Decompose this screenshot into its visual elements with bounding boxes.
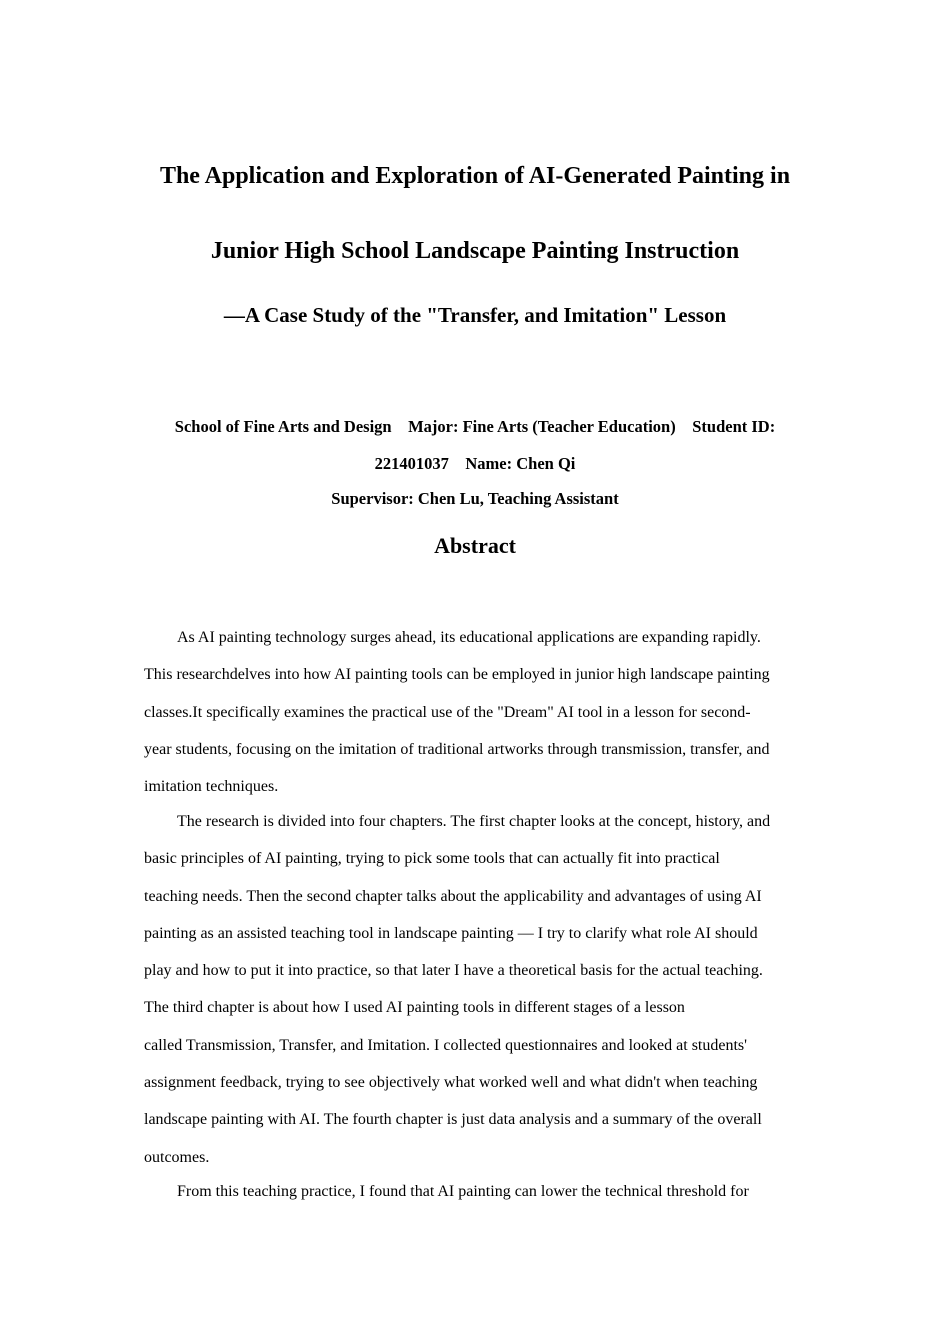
supervisor-line: Supervisor: Chen Lu, Teaching Assistant (331, 489, 619, 508)
text-line: called Transmission, Transfer, and Imitation. I collected questionnaires and looked at students' (144, 1036, 748, 1054)
text-line: landscape painting with AI. The fourth chapter is just data analysis and a summary of the overall (144, 1111, 762, 1129)
title-line-2: Junior High School Landscape Painting Instruction (210, 238, 740, 264)
text-line: year students, focusing on the imitation of traditional artworks through transmission, transfer, and (144, 740, 770, 758)
abstract-paragraph-1 (144, 619, 810, 805)
text-line: painting as an assisted teaching tool in landscape painting — I try to clarify what role AI should (144, 924, 758, 942)
author-info-line-1: School of Fine Arts and Design Major: Fine Arts (Teacher Education) Student ID: (174, 417, 776, 436)
text-line: basic principles of AI painting, trying to pick some tools that can actually fit into practical (144, 850, 720, 868)
abstract-paragraph-3 (144, 1173, 810, 1210)
title-line-1: The Application and Exploration of AI-Generated Painting in (159, 163, 791, 189)
text-line: outcomes. (144, 1148, 210, 1166)
text-line: The third chapter is about how I used AI painting tools in different stages of a lesson (144, 999, 685, 1017)
subtitle: —A Case Study of the "Transfer, and Imitation" Lesson (223, 303, 727, 327)
text-line: As AI painting technology surges ahead, its educational applications are expanding rapidly. (177, 629, 761, 646)
abstract-heading: Abstract (434, 533, 516, 558)
author-info-line-2: 221401037 Name: Chen Qi (374, 454, 576, 473)
text-line: play and how to put it into practice, so that later I have a theoretical basis for the actual teaching. (144, 962, 763, 980)
text-line: teaching needs. Then the second chapter talks about the applicability and advantages of using AI (144, 887, 762, 905)
abstract-paragraph-2 (144, 803, 810, 1176)
text-line: imitation techniques. (144, 778, 279, 796)
text-line: From this teaching practice, I found that AI painting can lower the technical threshold for (177, 1183, 749, 1200)
text-line: assignment feedback, trying to see objectively what worked well and what didn't when teaching (144, 1074, 758, 1092)
text-line: The research is divided into four chapters. The first chapter looks at the concept, history, and (177, 813, 771, 830)
text-line: classes.It specifically examines the practical use of the "Dream" AI tool in a lesson for second- (144, 703, 751, 721)
text-line: This researchdelves into how AI painting tools can be employed in junior high landscape painting (144, 666, 770, 684)
